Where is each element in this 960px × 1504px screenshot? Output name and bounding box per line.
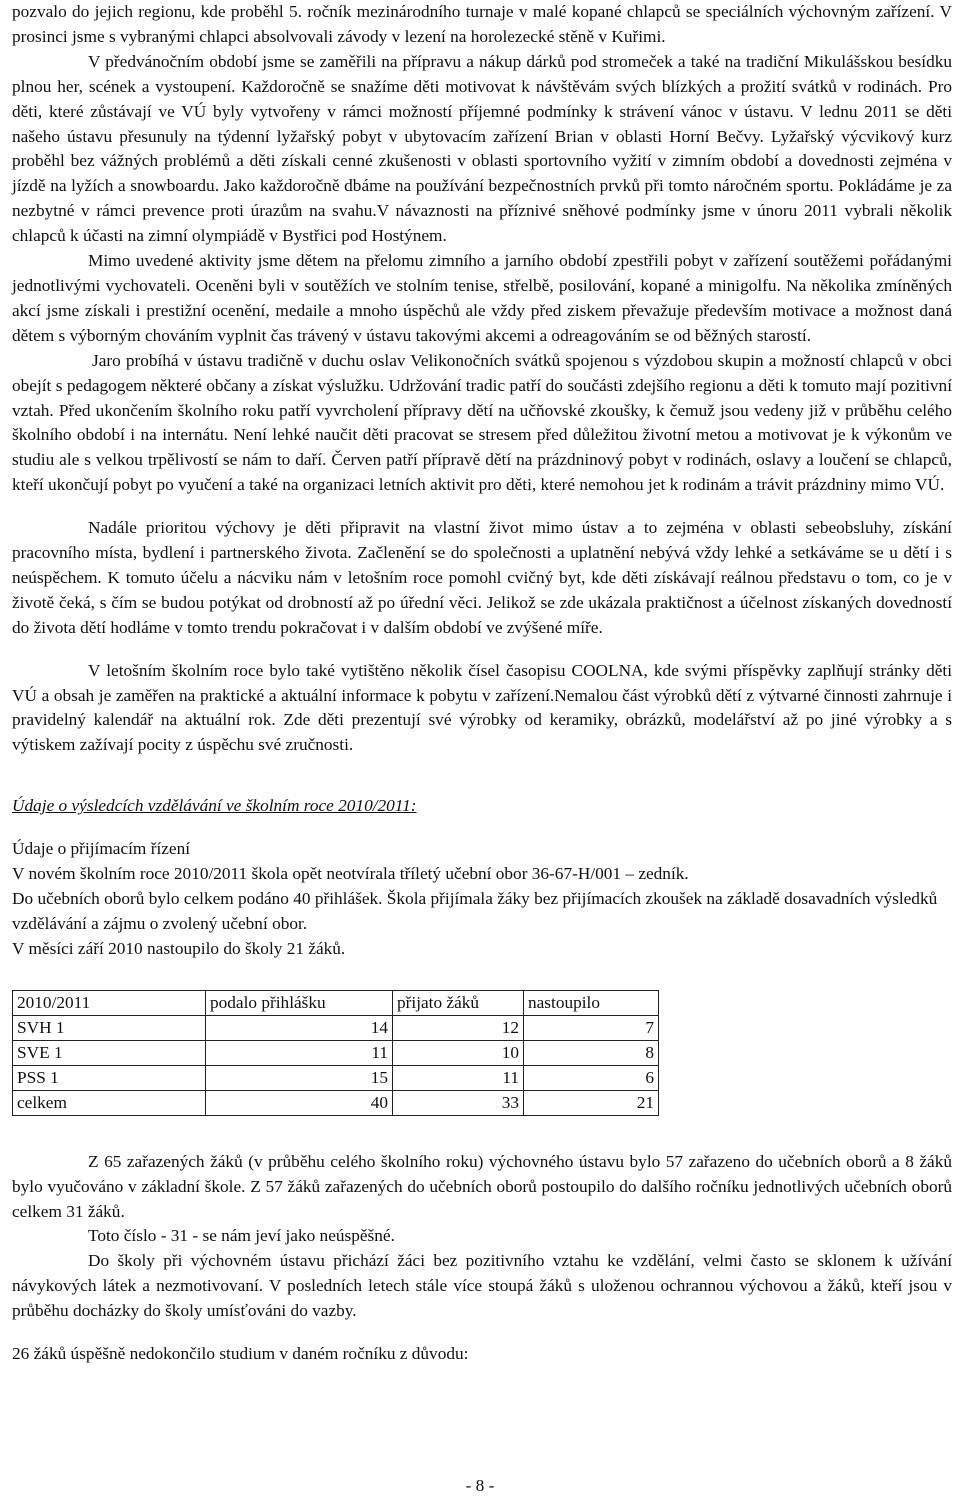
admission-line: Do učebních oborů bylo celkem podáno 40 přihlášek. Škola přijímala žáky bez přijímacích zkoušek na základě dosavadních výsledků vzdělávání a zájmu o zvolený učební obor. [12, 889, 938, 933]
table-cell: 12 [393, 1015, 524, 1040]
table-cell: 10 [393, 1040, 524, 1065]
body-text-bottom [12, 1150, 952, 1367]
table-cell: PSS 1 [13, 1065, 206, 1090]
admission-title: Údaje o přijímacím řízení [12, 839, 191, 859]
table-cell: 11 [393, 1065, 524, 1090]
table-row [13, 1065, 659, 1090]
table-header-cell: nastoupilo [524, 990, 659, 1015]
table-cell: 11 [206, 1040, 393, 1065]
table-cell: SVH 1 [13, 1015, 206, 1040]
table-header-cell: 2010/2011 [13, 990, 206, 1015]
section-heading: Údaje o výsledcích vzdělávání ve školním roce 2010/2011: [12, 796, 417, 816]
paragraph-note: Toto číslo - 31 - se nám jeví jako neúspěšné. [88, 1226, 395, 1246]
paragraph-4: Jaro probíhá v ústavu tradičně v duchu oslav Velikonočních svátků spojenou s výzdobou skupin a možností chlapců v obci obejít s pedagogem některé občany a získat výslužku. Udržování tradic patří do součásti zdejšího regionu a děti k tomuto mají pozitivní vztah. Před ukončením školního roku patří vyvrcholení přípravy dětí na učňovské zkoušky, k čemuž jsou vedeny již v průběhu celého školního období i na internátu. Není lehké naučit děti pracovat se stresem před důležitou životní metou a motivovat je k výkonům ve studiu ale s velkou trpělivostí se nám to daří. Červen patří přípravě dětí na prázdninový pobyt v rodinách, oslavy a loučení se chlapců, kteří ukončují pobyt po vyučení a také na organizaci letních aktivit pro děti, které nemohou jet k rodinám a trávit prázdniny mimo VÚ. [12, 350, 952, 495]
table-header-row [13, 990, 659, 1015]
paragraph-2: V předvánočním období jsme se zaměřili na přípravu a nákup dárků pod stromeček a také na tradiční Mikulášskou besídku plnou her, scének a vystoupení. Každoročně se snažíme děti motivovat k návštěvám svých blízkých a prožití svátků v rodinách. Pro děti, které zůstávají ve VÚ byly vytvořeny v rámci možností příjemné podmínky k strávení vánoc v ústavu. V lednu 2011 se děti našeho ústavu přesunuly na týdenní lyžařský pobyt v ubytovacím zařízení Brian v oblasti Horní Bečvy. Lyžařský výcvikový kurz proběhl bez vážných problémů a děti získali cenné zkušenosti v oblasti sportovního vyžití v zimním období a dovednosti zejména v jízdě na lyžích a snowboardu. Jako každoročně dbáme na používání bezpečnostních prvků při tomto náročném sportu. Pokládáme je za nezbytné v rámci prevence proti úrazům na svahu.V návaznosti na příznivé sněhové podmínky jsme v únoru 2011 vybrali několik chlapců k účasti na zimní olympiádě v Bystřici pod Hostýnem. [12, 51, 952, 246]
table-cell: SVE 1 [13, 1040, 206, 1065]
table-cell: celkem [13, 1090, 206, 1115]
table-header-cell: podalo přihlášku [206, 990, 393, 1015]
table-cell: 21 [524, 1090, 659, 1115]
table-header-cell: přijato žáků [393, 990, 524, 1015]
admission-line: V novém školním roce 2010/2011 škola opět neotvírala tříletý učební obor 36-67-H/001 – zedník. [12, 864, 689, 884]
table-cell: 14 [206, 1015, 393, 1040]
table-cell: 15 [206, 1065, 393, 1090]
paragraph-3: Mimo uvedené aktivity jsme dětem na přelomu zimního a jarního období zpestřili pobyt v zařízení soutěžemi pořádanými jednotlivými vychovateli. Oceněni byli v soutěžích ve stolním tenise, střelbě, posilování, kopané a minigolfu. Na několika zmíněných akcí jsme získali i prestižní ocenění, medaile a mnoho úspěchů ale vždy před ziskem převažuje především motivace a možnost daná dětem s výborným chováním vyplnit čas trávený v ústavu takovými akcemi a odreagováním se od běžných starostí. [12, 251, 952, 345]
admission-line: V měsíci září 2010 nastoupilo do školy 21 žáků. [12, 938, 346, 958]
table-cell: 8 [524, 1040, 659, 1065]
paragraph-6: V letošním školním roce bylo také vytištěno několik čísel časopisu COOLNA, kde svými příspěvky zaplňují stránky děti VÚ a obsah je zaměřen na praktické a aktuální informace k pobytu v zařízení.Nemalou část výrobků dětí z výtvarné činnosti zahrnuje i pravidelný kalendář na aktuální rok. Zde děti prezentují své výrobky od keramiky, obrázků, modelářství až po jiné výrobky a s výtiskem zažívají pocity z úspěchu své zručnosti. [12, 660, 952, 755]
paragraph-reasons: 26 žáků úspěšně nedokončilo studium v daném ročníku z důvodu: [12, 1344, 469, 1364]
table-cell: 7 [524, 1015, 659, 1040]
paragraph-results: Z 65 zařazených žáků (v průběhu celého školního roku) výchovného ústavu bylo 57 zařazeno do učebních oborů a 8 žáků bylo vyučováno v základní škole. Z 57 žáků zařazených do učebních oborů postoupilo do dalšího ročníku jednotlivých učebních oborů celkem 31 žáků. [12, 1151, 952, 1221]
admission-table [12, 990, 659, 1116]
table-cell: 40 [206, 1090, 393, 1115]
table-row [13, 1015, 659, 1040]
table-cell: 33 [393, 1090, 524, 1115]
table-cell: 6 [524, 1065, 659, 1090]
table-row [13, 1040, 659, 1065]
paragraph-5: Nadále prioritou výchovy je děti připravit na vlastní život mimo ústav a to zejména v oblasti sebeobsluhy, získání pracovního místa, bydlení i partnerského života. Začlenění se do společnosti a uplatnění nebývá vždy lehké a setkáváme se u dětí i s neúspěchem. K tomuto účelu a nácviku nám v letošním roce pomohl cvičný byt, kde děti získávají reálnou představu o tom, co je v životě čeká, s čím se budou potýkat od drobností až po úřední věci. Jelikož se zde ukázala praktičnost a účelnost získaných dovedností do života dětí hodláme v tomto trendu pokračovat i v dalším období ve zvýšené míře. [12, 518, 952, 637]
paragraph-1: pozvalo do jejich regionu, kde proběhl 5. ročník mezinárodního turnaje v malé kopané chlapců se speciálních výchovným zařízení. V prosinci jsme s vybranými chlapci absolvovali závody v lezení na horolezecké stěně v Kuřimi. [12, 2, 952, 46]
paragraph-students: Do školy při výchovném ústavu přichází žáci bez pozitivního vztahu ke vzdělání, velmi často se sklonem k užívání návykových látek a nezmotivovaní. V posledních letech stále více stoupá žáků s uloženou ochrannou výchovou a žáků, kteří jsou v průběhu docházky do školy umísťováni do vazby. [12, 1251, 952, 1321]
admission-info [12, 837, 952, 962]
page-number: - 8 - [465, 1476, 495, 1495]
table-row-total [13, 1090, 659, 1115]
body-text-top [12, 0, 952, 758]
